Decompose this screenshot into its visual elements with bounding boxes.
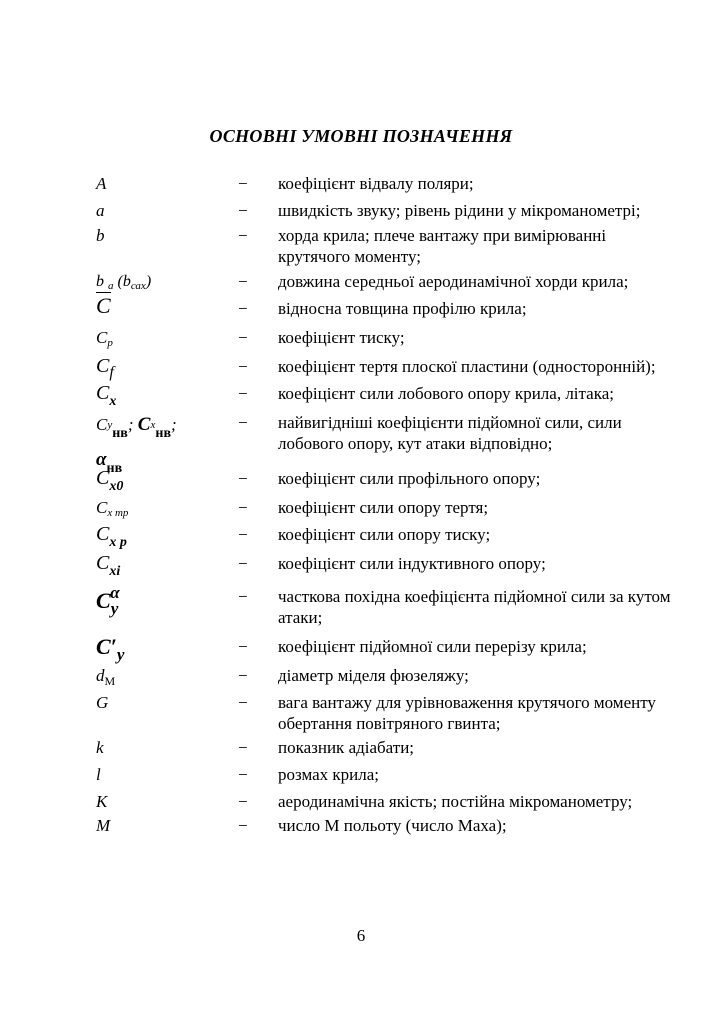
notation-definition: діаметр міделя фюзеляжу; [278, 666, 469, 685]
notation-entry [0, 200, 722, 221]
dash: − [238, 413, 248, 432]
notation-definition: число М польоту (число Маха); [278, 816, 507, 835]
notation-symbol: k [96, 738, 104, 757]
notation-entry [0, 737, 722, 758]
notation-symbol: Cyα [96, 583, 120, 618]
notation-entry [0, 271, 722, 292]
notation-entry [0, 552, 722, 579]
dash: − [238, 738, 248, 757]
notation-symbol: $d_M$ [96, 666, 116, 688]
notation-definition: показник адіабати; [278, 738, 415, 757]
notation-symbol: $Cy_{нв}$; $Cx_{нв}$; $\alpha_{нв}$ [96, 414, 177, 476]
dash: − [238, 587, 248, 606]
notation-list [0, 173, 722, 836]
notation-symbol: G [96, 693, 109, 712]
notation-entry [0, 692, 722, 734]
notation-definition: коефіцієнт підйомної сили перерізу крила; [278, 637, 587, 656]
dash: − [238, 174, 248, 193]
notation-definition: коефіцієнт тиску; [278, 328, 405, 347]
dash: − [238, 328, 248, 347]
dash: − [238, 201, 248, 220]
notation-symbol: b $_a$ $(b_{сах})$ [96, 273, 152, 292]
notation-definition: розмах крила; [278, 765, 380, 784]
notation-definition: аеродинамічна якість; постійна мікроманометру; [278, 792, 633, 811]
dash: − [238, 226, 248, 245]
notation-symbol: $C_x$ [96, 382, 117, 409]
notation-symbol: К [96, 792, 108, 811]
notation-entry [0, 327, 722, 348]
notation-definition: коефіцієнт сили опору тиску; [278, 525, 491, 544]
notation-definition: відносна товщина профілю крила; [278, 299, 527, 318]
notation-entry [0, 791, 722, 812]
notation-symbol: a [96, 201, 105, 220]
notation-definition: вага вантажу для урівноваження крутячого моменту обертання повітряного гвинта; [278, 693, 656, 733]
notation-symbol: $C_{x p}$ [96, 523, 127, 550]
notation-definition: хорда крила; плече вантажу при вимірюванні крутячого моменту; [278, 226, 607, 266]
notation-definition: часткова похідна коефіцієнта підйомної сили за кутом атаки; [278, 587, 671, 627]
notation-symbol: b [96, 226, 105, 245]
notation-symbol: M [96, 816, 111, 835]
dash: − [238, 357, 248, 376]
notation-symbol: A [96, 174, 107, 193]
notation-entry [0, 293, 722, 319]
dash: − [238, 765, 248, 784]
dash: − [238, 693, 248, 712]
notation-definition: довжина середньої аеродинамічної хорди крила; [278, 272, 629, 291]
notation-definition: коефіцієнт сили індуктивного опору; [278, 554, 546, 573]
dash: − [238, 554, 248, 573]
notation-symbol: $C_p$ [96, 328, 113, 349]
notation-entry [0, 382, 722, 409]
notation-entry [0, 764, 722, 785]
notation-symbol: $C_{x тр}$ [96, 498, 129, 519]
dash: − [238, 666, 248, 685]
notation-entry [0, 355, 722, 381]
notation-entry [0, 467, 722, 494]
notation-definition: найвигідніші коефіцієнти підйомної сили, сили лобового опору, кут атаки відповідно; [278, 413, 622, 453]
dash: − [238, 525, 248, 544]
page-number: 6 [356, 926, 366, 945]
notation-symbol: $C_{x0}$ [96, 467, 124, 494]
notation-symbol: C [96, 293, 111, 318]
notation-entry [0, 523, 722, 550]
notation-definition: коефіцієнт тертя плоскої пластини (односторонній); [278, 357, 656, 376]
notation-definition: коефіцієнт сили опору тертя; [278, 498, 489, 517]
notation-entry [0, 665, 722, 686]
notation-entry [0, 634, 722, 664]
notation-definition: швидкість звуку; рівень рідини у мікроманометрі; [278, 201, 641, 220]
dash: − [238, 272, 248, 291]
dash: − [238, 637, 248, 656]
dash: − [238, 792, 248, 811]
notation-symbol: $C_{xi}$ [96, 552, 121, 579]
dash: − [238, 498, 248, 517]
notation-definition: коефіцієнт сили лобового опору крила, літака; [278, 384, 614, 403]
notation-entry [0, 497, 722, 518]
notation-symbol: C′y [96, 634, 125, 664]
notation-definition: коефіцієнт сили профільного опору; [278, 469, 541, 488]
notation-entry [0, 225, 722, 267]
notation-symbol: l [96, 765, 101, 784]
dash: − [238, 469, 248, 488]
dash: − [238, 299, 248, 318]
dash: − [238, 384, 248, 403]
dash: − [238, 816, 248, 835]
page-title: ОСНОВНІ УМОВНІ ПОЗНАЧЕННЯ [209, 126, 513, 146]
notation-definition: коефіцієнт відвалу поляри; [278, 174, 474, 193]
notation-entry [0, 173, 722, 194]
notation-entry [0, 815, 722, 836]
notation-entry [0, 412, 722, 476]
notation-symbol: $C_f$ [96, 355, 114, 381]
notation-entry [0, 583, 722, 628]
